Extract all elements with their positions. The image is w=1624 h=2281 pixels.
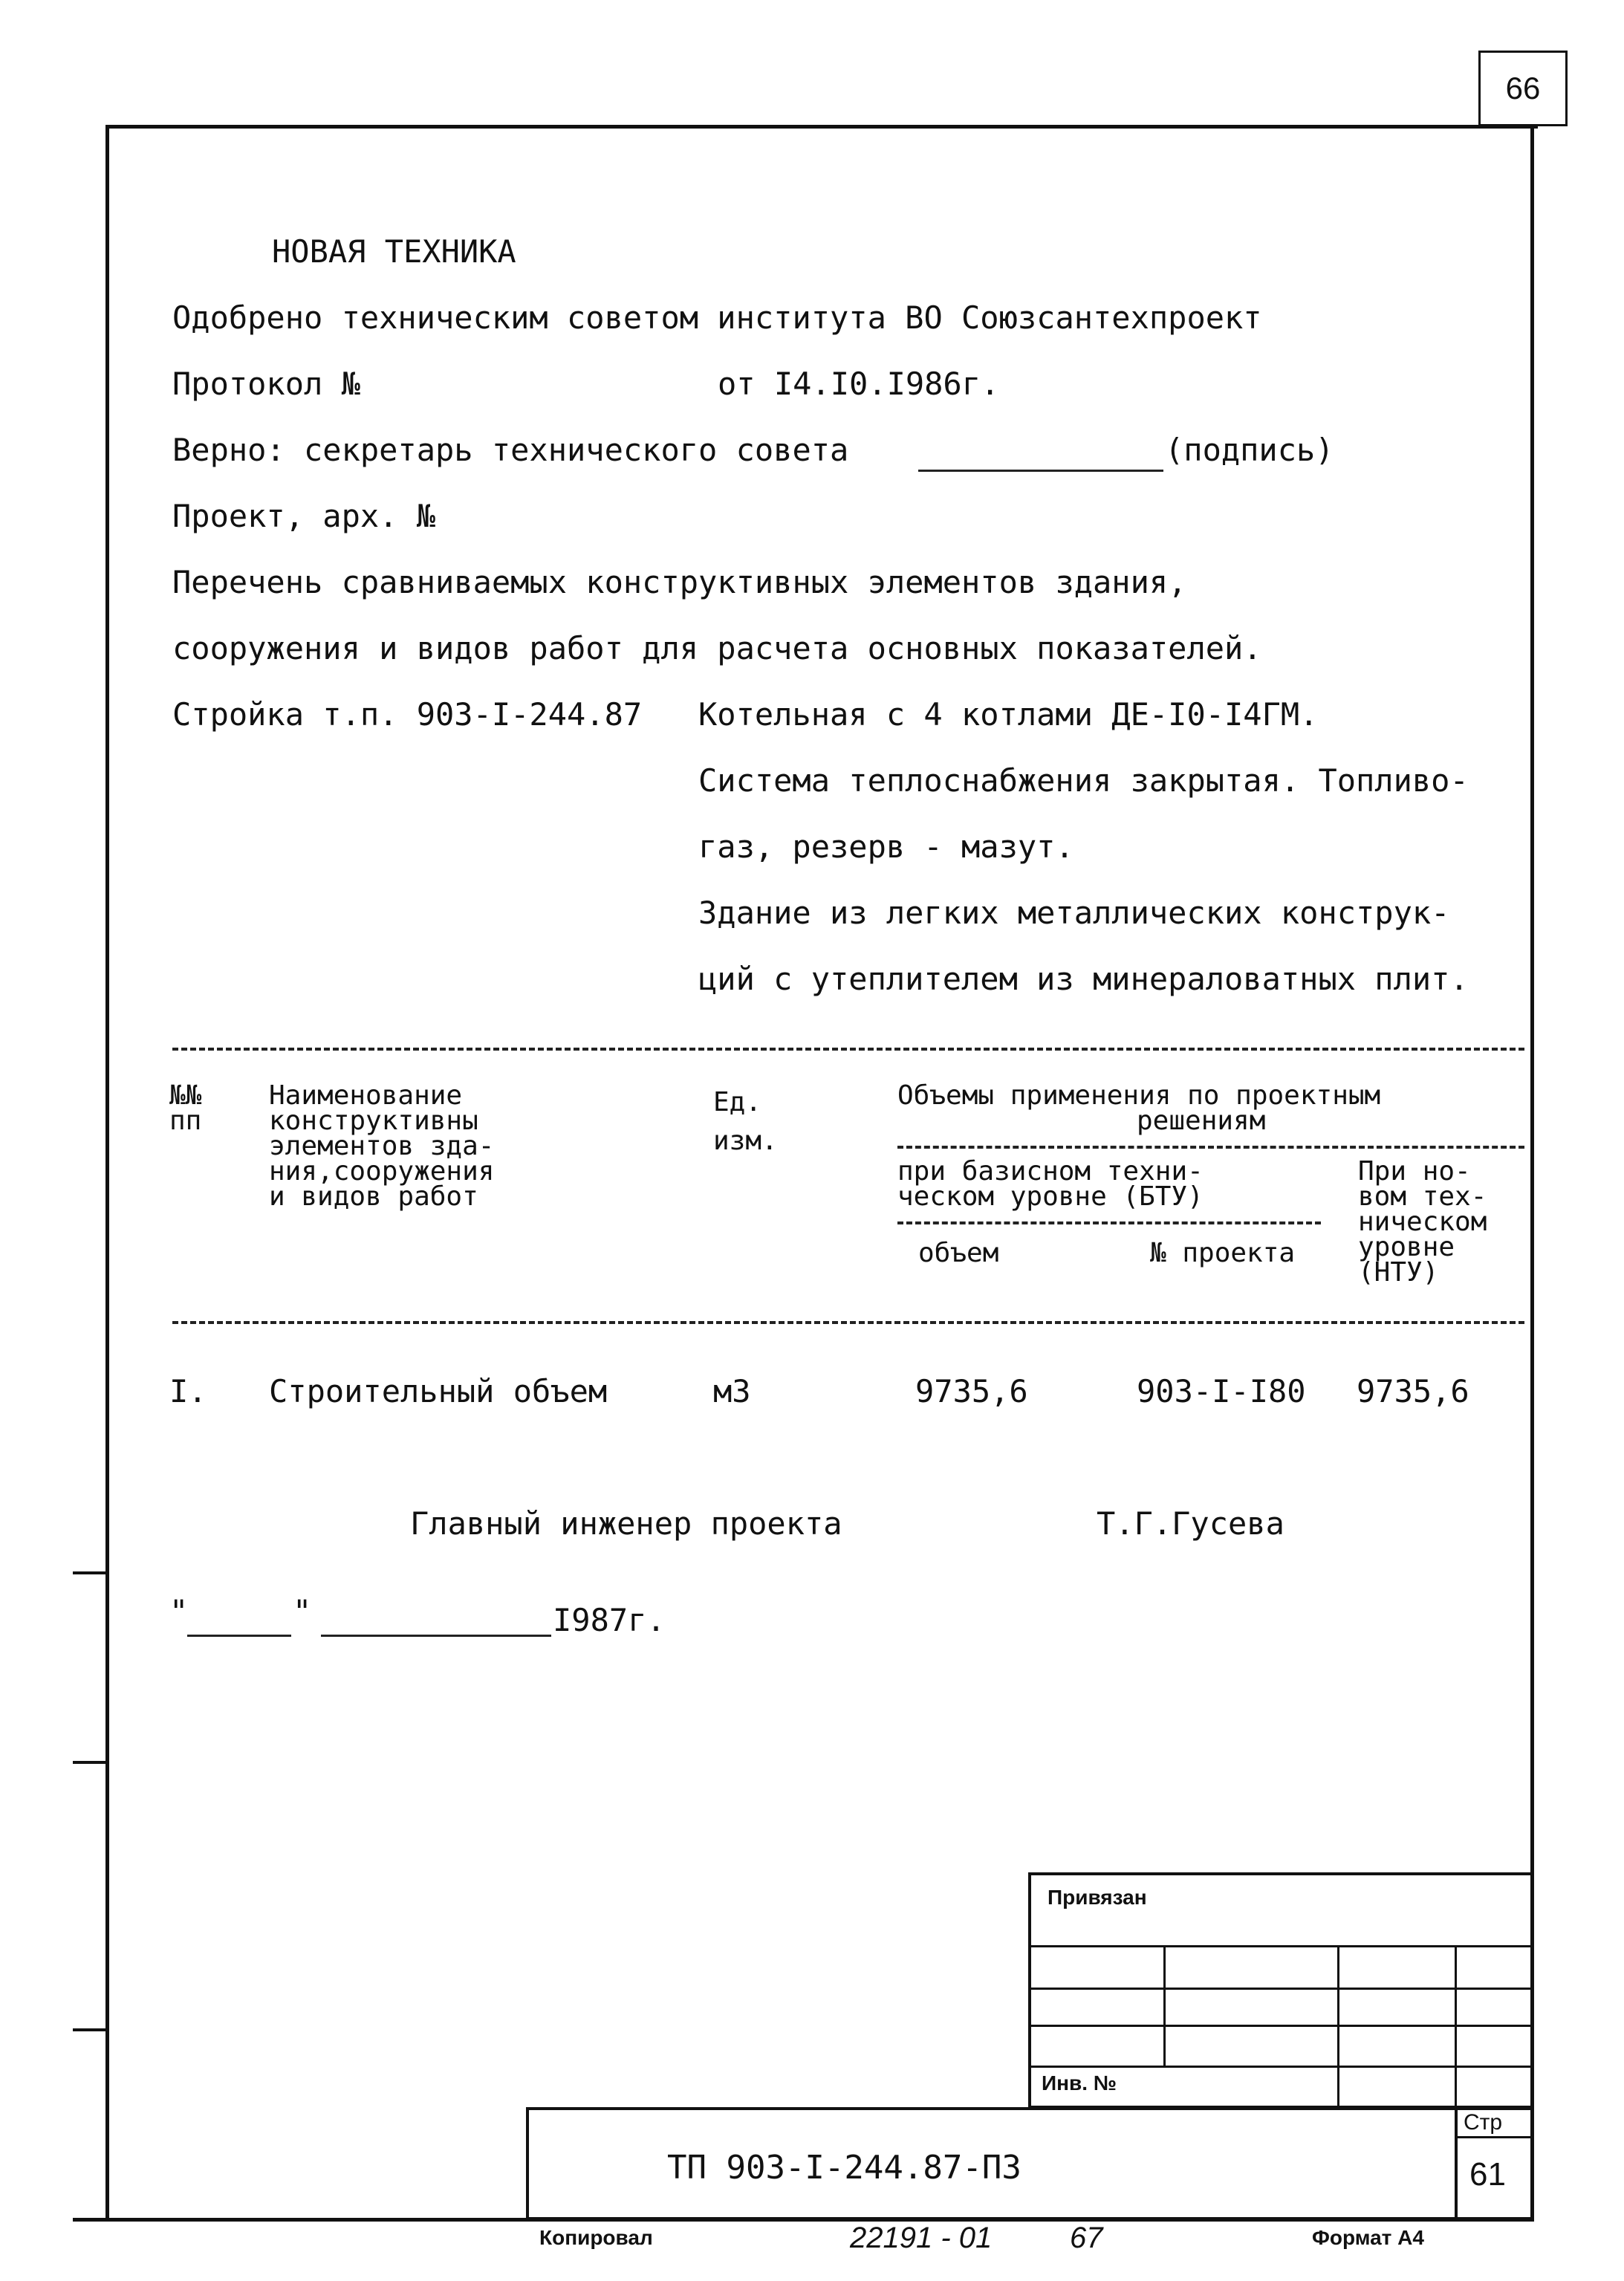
- margin-tick: [73, 2028, 107, 2031]
- date-month-line: [321, 1635, 551, 1637]
- chief-engineer-label: Главный инженер проекта: [410, 1505, 842, 1542]
- table-top-rule: [172, 1048, 1524, 1051]
- volumes-rule: [897, 1146, 1524, 1149]
- list-line-1: Перечень сравниваемых конструктивных элементов здания,: [172, 564, 1187, 600]
- stamp-rule: [1028, 2025, 1533, 2027]
- margin-tick: [73, 1571, 107, 1574]
- col-ntu-header: При но- вом тех- ническом уровне (НТУ): [1358, 1156, 1487, 1288]
- site-desc-3: газ, резерв - мазут.: [698, 828, 1074, 865]
- col-unit-header: Ед. изм.: [713, 1087, 778, 1156]
- title-col: [1455, 2107, 1458, 2220]
- site-desc-5: ций с утеплителем из минераловатных плит.: [698, 961, 1469, 997]
- page-value: 61: [1469, 2156, 1506, 2193]
- stamp-col: [1337, 1945, 1339, 2109]
- col-btu-header: при базисном техни- ческом уровне (БТУ): [897, 1156, 1204, 1212]
- col-name-header: Наименование конструктивны элементов зда- ния,сооружения и видов работ: [269, 1080, 495, 1212]
- page-number-box: [1478, 51, 1568, 126]
- protocol-date: от I4.I0.I986г.: [718, 366, 1000, 402]
- title-row: [1455, 2136, 1533, 2138]
- row-num: I.: [169, 1373, 207, 1409]
- col-num-header: №№ пп: [169, 1080, 202, 1136]
- table-header-rule: [172, 1321, 1524, 1324]
- row-btu-project: 903-I-I80: [1137, 1373, 1306, 1409]
- project-arch: Проект, арх. №: [172, 498, 436, 534]
- date-quote-open: ": [169, 1593, 189, 1629]
- stamp-rule: [1028, 2066, 1533, 2068]
- row-btu-volume: 9735,6: [915, 1373, 1028, 1409]
- doc-code: ТП 903-I-244.87-ПЗ: [667, 2149, 1022, 2187]
- frame-top: [105, 125, 1538, 129]
- secretary-signature-line: [918, 470, 1163, 472]
- protocol-label: Протокол №: [172, 366, 360, 402]
- chief-engineer-name: Т.Г.Гусева: [1097, 1505, 1284, 1542]
- stamp-inv-label: Инв. №: [1042, 2071, 1117, 2095]
- site-label: Стройка т.п. 903-I-244.87: [172, 696, 643, 733]
- page-label: Стр: [1464, 2110, 1503, 2135]
- approved-line: Одобрено техническим советом института ВО Союзсантехпроект: [172, 299, 1262, 336]
- date-quote-close: ": [293, 1593, 312, 1629]
- col-volumes-header: Объемы применения по проектным: [897, 1080, 1381, 1111]
- row-ntu: 9735,6: [1357, 1373, 1469, 1409]
- stamp-col: [1455, 1945, 1457, 2109]
- col-btu-project-header: № проекта: [1150, 1238, 1296, 1268]
- page-number: 66: [1505, 71, 1541, 106]
- list-line-2: сооружения и видов работ для расчета основных показателей.: [172, 630, 1262, 666]
- site-desc-1: Котельная с 4 котлами ДЕ-I0-I4ГМ.: [698, 696, 1319, 733]
- signature-hint: (подпись): [1165, 432, 1334, 468]
- heading: НОВАЯ ТЕХНИКА: [272, 233, 516, 270]
- copy-number: 22191 - 01: [850, 2222, 993, 2254]
- row-unit: м3: [713, 1373, 751, 1409]
- stamp-col: [1163, 1945, 1166, 2066]
- col-volumes-header-2: решениям: [1137, 1106, 1266, 1136]
- stamp-rule: [1028, 1945, 1533, 1947]
- site-desc-2: Система теплоснабжения закрытая. Топливо-: [698, 762, 1469, 799]
- stamp-rule: [1028, 1988, 1533, 1990]
- secretary-label: Верно: секретарь технического совета: [172, 432, 849, 468]
- site-desc-4: Здание из легких металлических конструк-: [698, 895, 1450, 931]
- copied-label: Копировал: [539, 2226, 653, 2249]
- format-label: Формат А4: [1312, 2226, 1424, 2249]
- btu-rule: [897, 1221, 1321, 1224]
- frame-left: [105, 125, 109, 2222]
- copy-page: 67: [1070, 2222, 1103, 2254]
- col-btu-volume-header: объем: [918, 1238, 999, 1268]
- stamp-tied-label: Привязан: [1048, 1886, 1147, 1909]
- row-name: Строительный объем: [269, 1373, 608, 1409]
- date-day-line: [187, 1635, 291, 1637]
- margin-tick: [73, 1761, 107, 1764]
- date-year: I987г.: [553, 1602, 666, 1638]
